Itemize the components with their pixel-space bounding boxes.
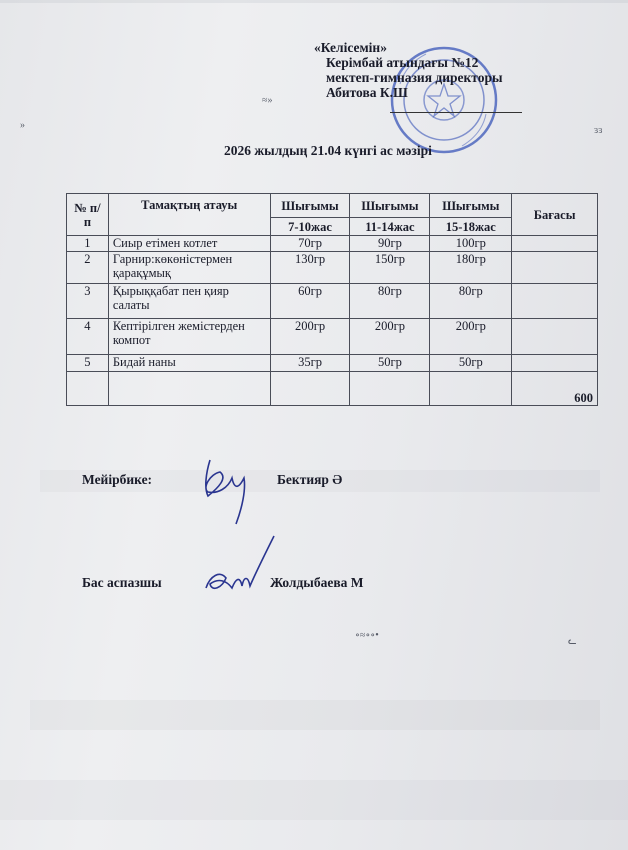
table-row [67,355,598,372]
row-qty-2: 80гр [350,284,430,319]
scan-mark: ɜɜ [594,125,603,136]
approval-position: мектеп-гимназия директоры [326,70,503,85]
nurse-signature-icon [188,448,268,528]
row-price [512,319,598,355]
cook-signature-icon [196,532,286,602]
director-signature-line [390,112,522,113]
header-age-2: 11-14жас [350,218,430,236]
header-output-2: Шығымы [350,194,430,218]
row-qty-3: 200гр [430,319,512,355]
row-num: 1 [67,236,109,252]
approval-heading: «Келісемін» [314,40,387,55]
row-name: Сиыр етімен котлет [108,236,270,252]
approval-director-name: Абитова К.Ш [326,85,408,100]
row-qty-2: 90гр [350,236,430,252]
row-qty-2: 150гр [350,252,430,284]
header-num: № п/п [67,194,109,236]
total-empty-cell [67,372,109,406]
nurse-role: Мейірбике: [82,472,153,487]
header-name: Тамақтың атауы [108,194,270,236]
row-price [512,355,598,372]
total-empty-cell [108,372,270,406]
row-name: Бидай наны [108,355,270,372]
header-age-3: 15-18жас [430,218,512,236]
table-row [67,284,598,319]
row-num: 5 [67,355,109,372]
scan-mark: » [20,120,25,131]
row-qty-1: 70гр [270,236,350,252]
row-name: Кептірілген жемістерден компот [108,319,270,355]
row-qty-3: 50гр [430,355,512,372]
total-empty-cell [350,372,430,406]
row-num: 3 [67,284,109,319]
row-name: Қырыққабат пен қияр салаты [108,284,270,319]
header-output-3: Шығымы [430,194,512,218]
row-qty-1: 35гр [270,355,350,372]
table-total-row [67,372,598,406]
row-qty-2: 50гр [350,355,430,372]
header-output-1: Шығымы [270,194,350,218]
header-age-1: 7-10жас [270,218,350,236]
cook-name: Жолдыбаева М [270,575,364,590]
row-num: 4 [67,319,109,355]
approval-block [314,40,503,100]
row-qty-1: 200гр [270,319,350,355]
scan-mark: ≈» [262,95,273,106]
row-qty-3: 180гр [430,252,512,284]
approval-school: Керімбай атындағы №12 [326,55,479,70]
row-name: Гарнир:көкөністермен қарақұмық [108,252,270,284]
table-row [67,319,598,355]
row-qty-3: 100гр [430,236,512,252]
row-qty-1: 130гр [270,252,350,284]
total-price: 600 [512,372,598,406]
table-row [67,252,598,284]
header-price: Бағасы [512,194,598,236]
scan-mark: ᓚ [568,636,577,647]
cook-role: Бас аспазшы [82,575,162,590]
table-row [67,236,598,252]
row-price [512,284,598,319]
table-header-row [67,194,598,218]
page-title: 2026 жылдың 21.04 күнгі ас мәзірі [224,143,432,158]
scan-mark: ∘≈∘∘• [355,630,379,641]
row-price [512,252,598,284]
row-num: 2 [67,252,109,284]
menu-table [66,193,598,406]
row-qty-2: 200гр [350,319,430,355]
row-qty-3: 80гр [430,284,512,319]
total-empty-cell [270,372,350,406]
row-qty-1: 60гр [270,284,350,319]
total-empty-cell [430,372,512,406]
nurse-name: Бектияр Ә [277,472,343,487]
row-price [512,236,598,252]
